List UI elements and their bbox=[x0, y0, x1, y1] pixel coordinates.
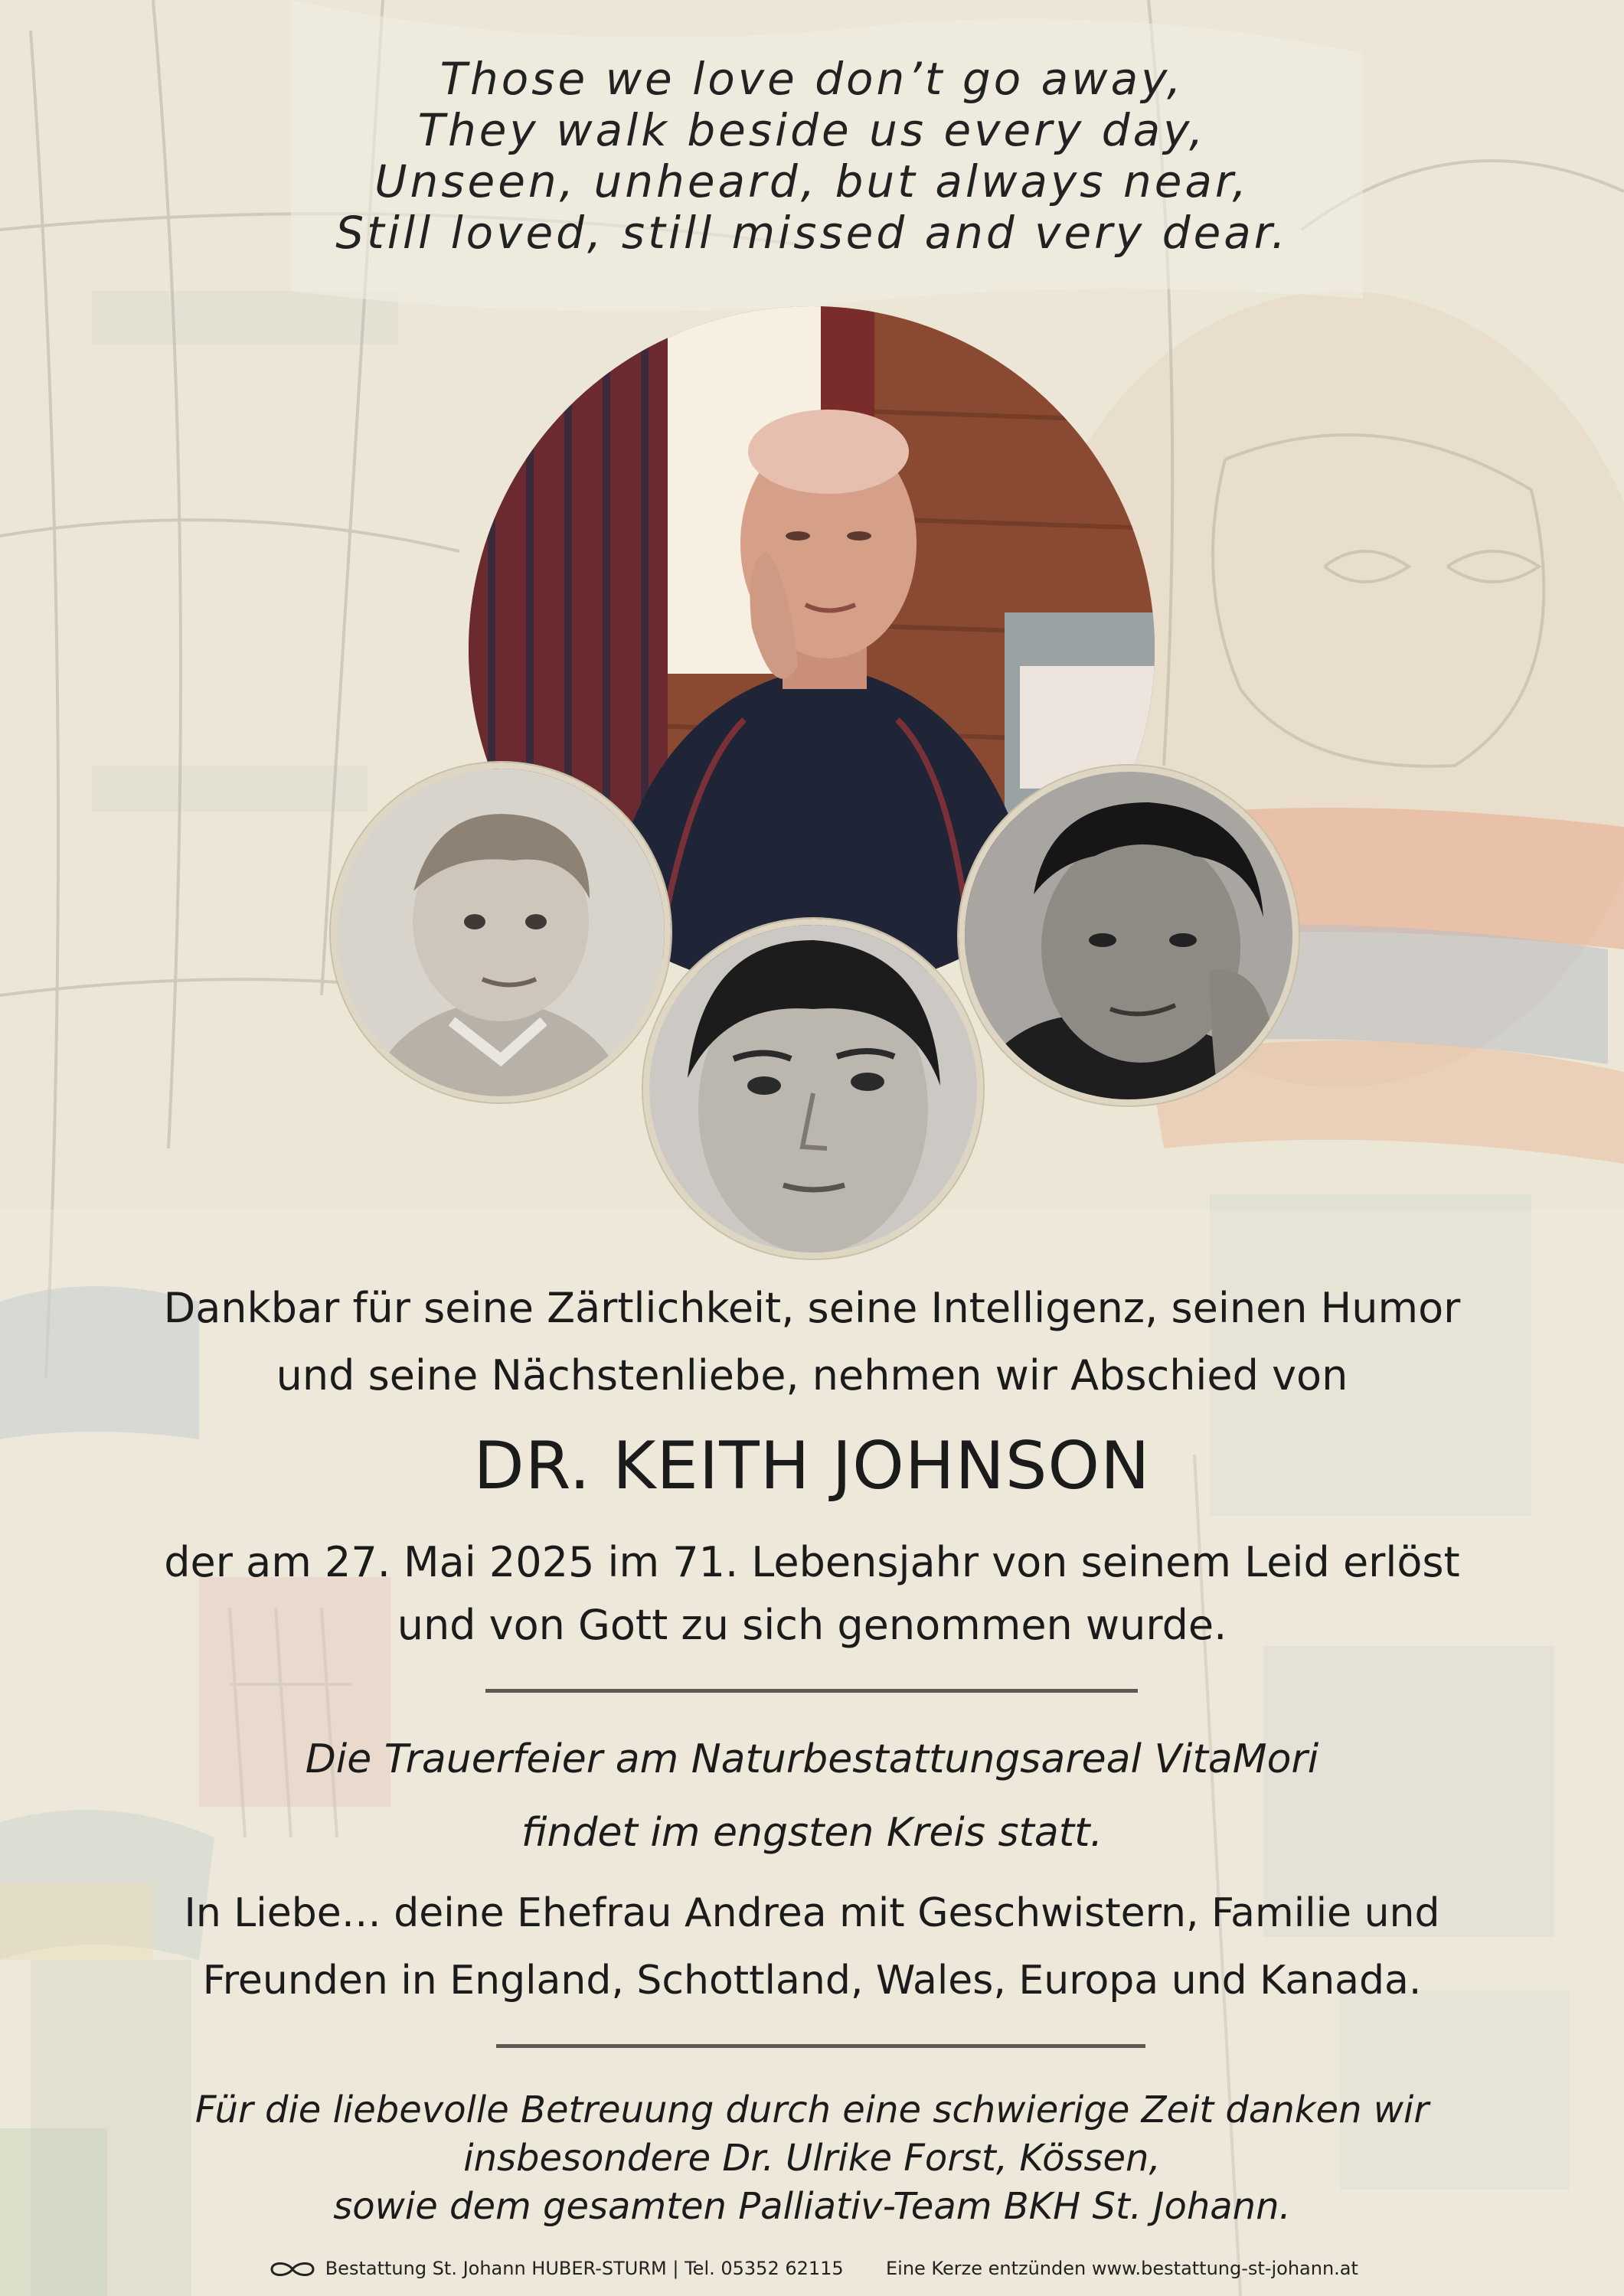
thanks-line: Für die liebevolle Betreuung durch eine schwierige Zeit danken wir bbox=[194, 2089, 1430, 2131]
ceremony-line: findet im engsten Kreis statt. bbox=[521, 1810, 1103, 1856]
thanks-line: sowie dem gesamten Palliativ-Team BKH St. Johann. bbox=[333, 2185, 1291, 2228]
candle-link[interactable]: Eine Kerze entzünden www.bestattung-st-johann.at bbox=[885, 2258, 1358, 2279]
funeral-home-info: Bestattung St. Johann HUBER-STURM | Tel. 05352 62115 bbox=[325, 2258, 844, 2279]
intro-text bbox=[0, 1275, 1624, 1409]
family-line: In Liebe… deine Ehefrau Andrea mit Geschwistern, Familie und bbox=[184, 1890, 1440, 1936]
death-line: und von Gott zu sich genommen wurde. bbox=[397, 1601, 1227, 1649]
family-mention bbox=[0, 1880, 1624, 2014]
thanks-note bbox=[0, 2086, 1624, 2231]
divider-line bbox=[485, 1689, 1138, 1693]
poem-line: Unseen, unheard, but always near, bbox=[374, 155, 1250, 207]
poem-line: They walk beside us every day, bbox=[417, 104, 1207, 156]
intro-line: und seine Nächstenliebe, nehmen wir Abschied von bbox=[276, 1351, 1348, 1399]
young-adult-photo bbox=[959, 766, 1299, 1106]
death-line: der am 27. Mai 2025 im 71. Lebensjahr von seinem Leid erlöst bbox=[164, 1538, 1460, 1586]
ceremony-line: Die Trauerfeier am Naturbestattungsareal VitaMori bbox=[305, 1736, 1319, 1782]
footer bbox=[0, 2257, 1624, 2280]
poem-line: Those we love don’t go away, bbox=[439, 53, 1185, 105]
deceased-name: DR. KEITH JOHNSON bbox=[473, 1428, 1151, 1504]
ceremony-notice bbox=[0, 1723, 1624, 1870]
death-notice bbox=[0, 1531, 1624, 1657]
divider-line bbox=[496, 2044, 1145, 2048]
thanks-line: insbesondere Dr. Ulrike Forst, Kössen, bbox=[463, 2137, 1161, 2180]
childhood-photo bbox=[331, 763, 671, 1102]
poem-line: Still loved, still missed and very dear. bbox=[335, 207, 1289, 259]
youth-photo bbox=[643, 919, 983, 1259]
infinity-logo-icon bbox=[266, 2258, 325, 2279]
family-line: Freunden in England, Schottland, Wales, Europa und Kanada. bbox=[202, 1958, 1422, 2004]
poem bbox=[0, 54, 1624, 259]
intro-line: Dankbar für seine Zärtlichkeit, seine Intelligenz, seinen Humor bbox=[163, 1284, 1461, 1332]
